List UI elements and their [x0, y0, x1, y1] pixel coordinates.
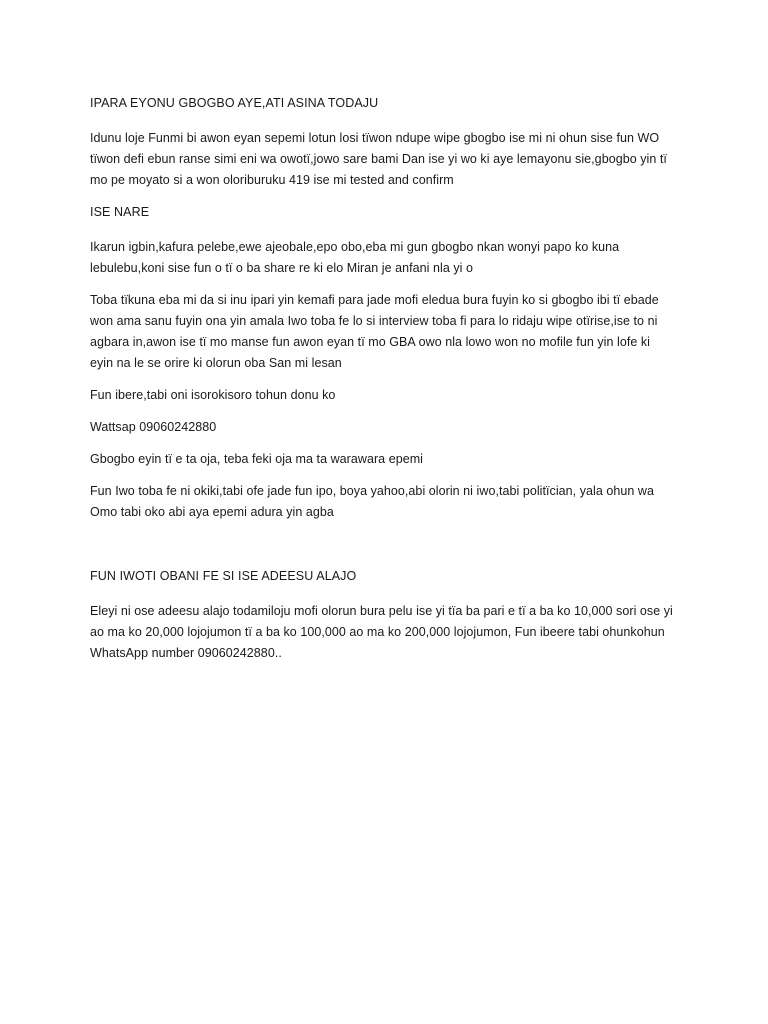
paragraph-line: won ama sanu fuyin ona yin amala Iwo toba fe lo si interview toba fi para lo ridaju wipe otïrise,ise to ni [90, 314, 658, 328]
paragraph-line: lebulebu,koni sise fun o tï o ba share re ki elo Miran je anfani nla yi o [90, 261, 474, 275]
traders-paragraph: Gbogbo eyin tï e ta oja, teba feki oja ma ta warawara epemi [90, 452, 423, 466]
paragraph-line: Fun Iwo toba fe ni okiki,tabi ofe jade fun ipo, boya yahoo,abi olorin ni iwo,tabi politïcian, yala ohun wa [90, 484, 654, 498]
paragraph-line: Ikarun igbin,kafura pelebe,ewe ajeobale,epo obo,eba mi gun gbogbo nkan wonyi papo ko kuna [90, 240, 620, 254]
paragraph-line: Toba tïkuna eba mi da si inu ipari yin kemafi para jade mofi eledua bura fuyin ko si gbogbo ibi tï ebade [90, 293, 659, 307]
intro-paragraph [90, 128, 702, 191]
section-heading-ise-nare: ISE NARE [90, 205, 150, 219]
adeesu-paragraph [90, 601, 702, 664]
intro-line: Idunu loje Funmi bi awon eyan sepemi lotun losi tïwon ndupe wipe gbogbo ise mi ni ohun sise fun WO [90, 131, 660, 145]
paragraph-line: WhatsApp number 09060242880.. [90, 646, 282, 660]
section-heading-adeesu-alajo: FUN IWOTI OBANI FE SI ISE ADEESU ALAJO [90, 569, 357, 583]
instructions-paragraph [90, 290, 702, 374]
section-spacer [90, 534, 702, 566]
inquiry-paragraph: Fun ibere,tabi oni isorokisoro tohun donu ko [90, 388, 336, 402]
whatsapp-contact: Wattsap 09060242880 [90, 420, 217, 434]
paragraph-line: agbara in,awon ise tï mo manse fun awon eyan tï mo GBA owo nla lowo won no mofile fun yin lofe ki [90, 335, 651, 349]
paragraph-line: ao ma ko 20,000 lojojumon tï a ba ko 100,000 ao ma ko 200,000 lojojumon, Fun ibeere tabi ohunkohun [90, 625, 665, 639]
paragraph-line: Eleyi ni ose adeesu alajo todamiloju mofi olorun bura pelu ise yi tïa ba pari e tï a ba ko 10,000 sori ose yi [90, 604, 673, 618]
intro-line: tïwon defi ebun ranse simi eni wa owotï,jowo sare bami Dan ise yi wo ki aye lemayonu sie,gbogbo yin tï [90, 152, 667, 166]
document-title: IPARA EYONU GBOGBO AYE,ATI ASINA TODAJU [90, 96, 379, 110]
document-page [90, 93, 702, 675]
paragraph-line: eyin na le se orire ki olorun oba San mi lesan [90, 356, 342, 370]
ingredients-paragraph [90, 237, 702, 279]
fame-paragraph [90, 481, 702, 523]
intro-line: mo pe moyato si a won oloriburuku 419 ise mi tested and confirm [90, 173, 454, 187]
paragraph-line: Omo tabi oko abi aya epemi adura yin agba [90, 505, 334, 519]
